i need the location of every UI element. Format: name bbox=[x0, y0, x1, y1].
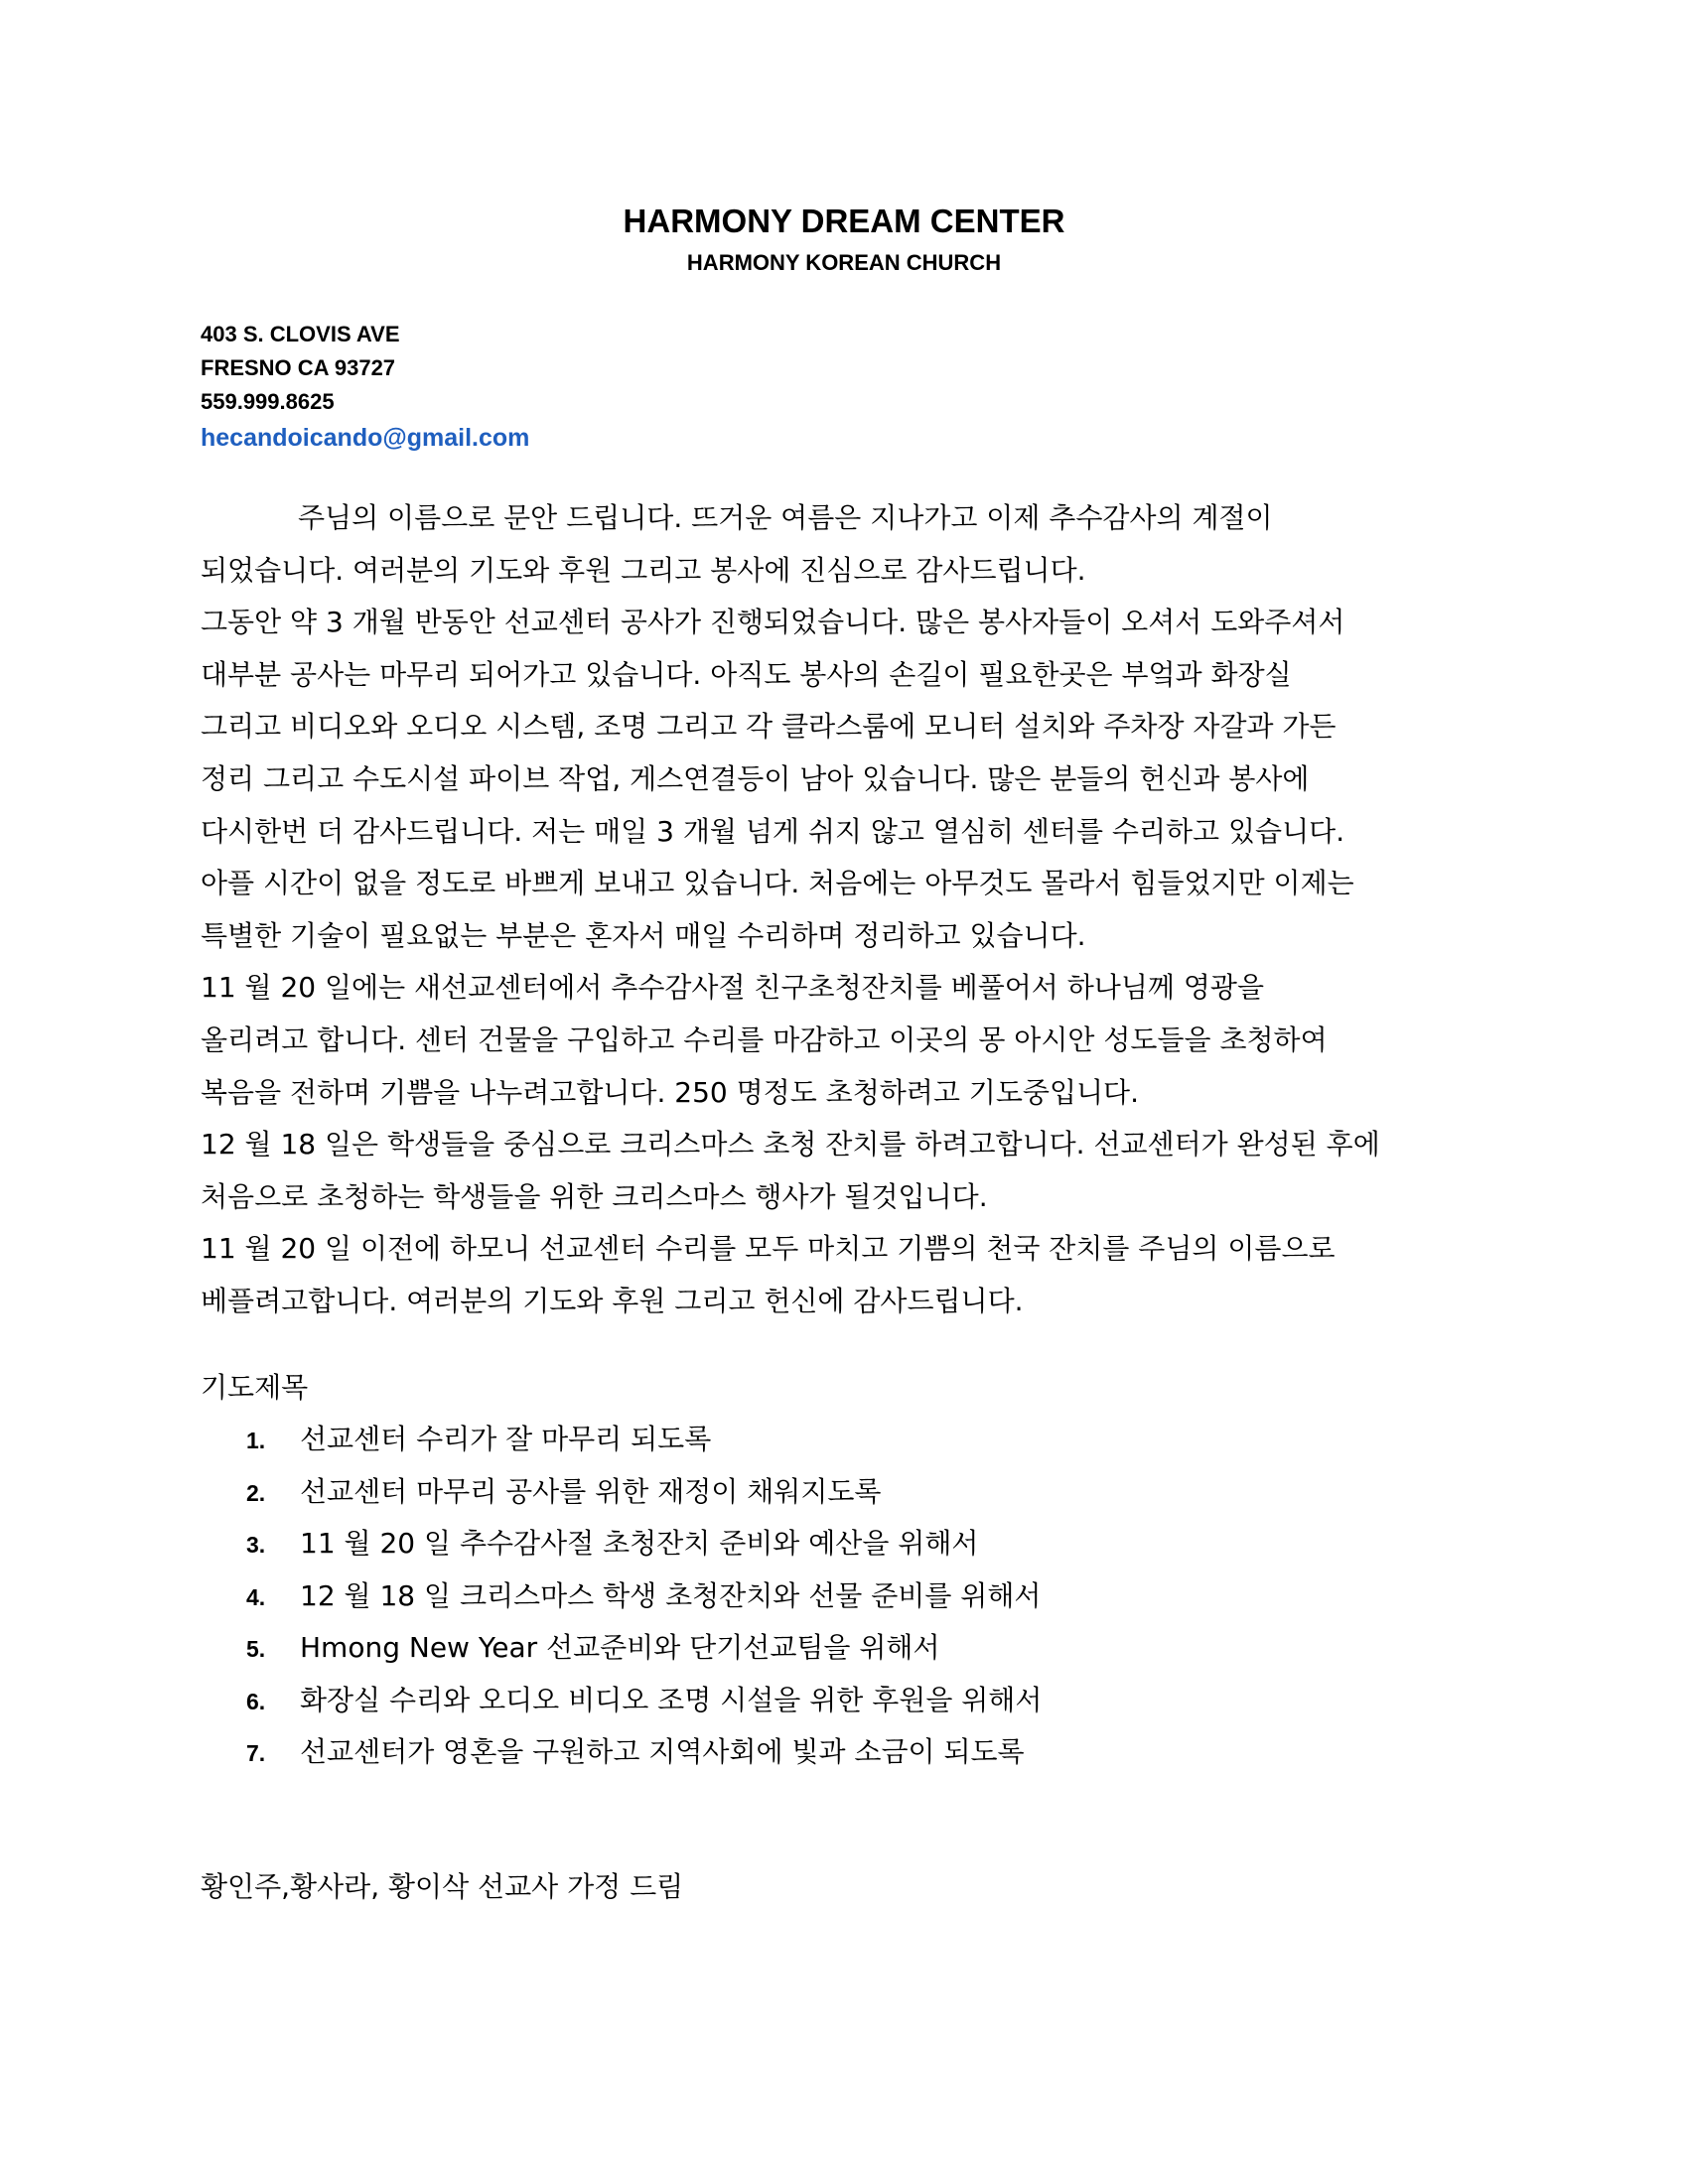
list-number: 6. bbox=[246, 1688, 266, 1714]
prayer-list-item bbox=[246, 1681, 1042, 1733]
body-line: 그동안 약 3 개월 반동안 선교센터 공사가 진행되었습니다. 많은 봉사자들이 오셔서 도와주셔서 bbox=[201, 606, 1345, 639]
body-line: 처음으로 초청하는 학생들을 위한 크리스마스 행사가 될것입니다. bbox=[201, 1179, 988, 1213]
body-line: 11 월 20 일에는 새선교센터에서 추수감사절 친구초청잔치를 베풀어서 하나님께 영광을 bbox=[201, 971, 1264, 1005]
prayer-list-item bbox=[246, 1732, 1042, 1785]
prayer-list-item bbox=[246, 1628, 1042, 1681]
list-number: 7. bbox=[246, 1740, 266, 1766]
list-item-text: 화장실 수리와 오디오 비디오 조명 시설을 위한 후원을 위해서 bbox=[300, 1683, 1043, 1716]
list-item-text: 선교센터가 영혼을 구원하고 지역사회에 빛과 소금이 되도록 bbox=[300, 1735, 1025, 1768]
address-phone: 559.999.8625 bbox=[201, 389, 335, 414]
body-line: 올리려고 합니다. 센터 건물을 구입하고 수리를 마감하고 이곳의 몽 아시안 성도들을 초청하여 bbox=[201, 1023, 1328, 1056]
body-line: 11 월 20 일 이전에 하모니 선교센터 수리를 모두 마치고 기쁨의 천국 잔치를 주님의 이름으로 bbox=[201, 1232, 1336, 1266]
body-line: 되었습니다. 여러분의 기도와 후원 그리고 봉사에 진심으로 감사드립니다. bbox=[201, 553, 1086, 587]
list-number: 5. bbox=[246, 1636, 266, 1662]
list-number: 4. bbox=[246, 1583, 266, 1610]
body-line: 베플려고합니다. 여러분의 기도와 후원 그리고 헌신에 감사드립니다. bbox=[201, 1284, 1024, 1317]
email-link[interactable]: hecandoicando@gmail.com bbox=[201, 424, 530, 452]
body-line: 12 월 18 일은 학생들을 중심으로 크리스마스 초청 잔치를 하려고합니다. 선교센터가 완성된 후에 bbox=[201, 1128, 1380, 1161]
body-line: 다시한번 더 감사드립니다. 저는 매일 3 개월 넘게 쉬지 않고 열심히 센터를 수리하고 있습니다. bbox=[201, 814, 1345, 848]
body-line: 아플 시간이 없을 정도로 바쁘게 보내고 있습니다. 처음에는 아무것도 몰라서 힘들었지만 이제는 bbox=[201, 867, 1354, 900]
list-item-text: 11 월 20 일 추수감사절 초청잔치 준비와 예산을 위해서 bbox=[300, 1527, 979, 1560]
letter-body bbox=[201, 492, 1491, 1328]
list-item-text: 선교센터 마무리 공사를 위한 재정이 채워지도록 bbox=[300, 1474, 882, 1508]
list-item-text: 선교센터 수리가 잘 마무리 되도록 bbox=[300, 1423, 712, 1455]
body-line: 특별한 기술이 필요없는 부분은 혼자서 매일 수리하며 정리하고 있습니다. bbox=[201, 918, 1086, 952]
body-line: 복음을 전하며 기쁨을 나누려고합니다. 250 명정도 초청하려고 기도중입니다. bbox=[201, 1075, 1139, 1109]
body-line: 대부분 공사는 마무리 되어가고 있습니다. 아직도 봉사의 손길이 필요한곳은 부엌과 화장실 bbox=[201, 657, 1292, 691]
list-number: 3. bbox=[246, 1532, 266, 1558]
list-number: 2. bbox=[246, 1479, 266, 1506]
body-line: 주님의 이름으로 문안 드립니다. 뜨거운 여름은 지나가고 이제 추수감사의 계절이 bbox=[298, 501, 1273, 534]
page-subtitle: HARMONY KOREAN CHURCH bbox=[686, 250, 1002, 275]
prayer-list bbox=[246, 1420, 1042, 1785]
list-item-text: Hmong New Year 선교준비와 단기선교팀을 위해서 bbox=[300, 1631, 940, 1664]
list-number: 1. bbox=[246, 1428, 266, 1453]
body-line: 정리 그리고 수도시설 파이브 작업, 게스연결등이 남아 있습니다. 많은 분들의 헌신과 봉사에 bbox=[201, 761, 1310, 795]
address-city: FRESNO CA 93727 bbox=[201, 355, 396, 380]
address-street: 403 S. CLOVIS AVE bbox=[201, 322, 400, 346]
prayer-list-item bbox=[246, 1576, 1042, 1629]
page-title: HARMONY DREAM CENTER bbox=[623, 203, 1065, 239]
prayer-list-item bbox=[246, 1524, 1042, 1576]
body-line: 그리고 비디오와 오디오 시스템, 조명 그리고 각 클라스룸에 모니터 설치와 주차장 자갈과 가든 bbox=[201, 710, 1336, 744]
signature-line: 황인주,황사라, 황이삭 선교사 가정 드림 bbox=[201, 1870, 684, 1903]
list-item-text: 12 월 18 일 크리스마스 학생 초청잔치와 선물 준비를 위해서 bbox=[300, 1578, 1042, 1612]
address-block bbox=[201, 318, 529, 457]
prayer-list-item bbox=[246, 1420, 1042, 1472]
prayer-list-item bbox=[246, 1472, 1042, 1525]
prayer-section-title: 기도제목 bbox=[201, 1371, 309, 1404]
